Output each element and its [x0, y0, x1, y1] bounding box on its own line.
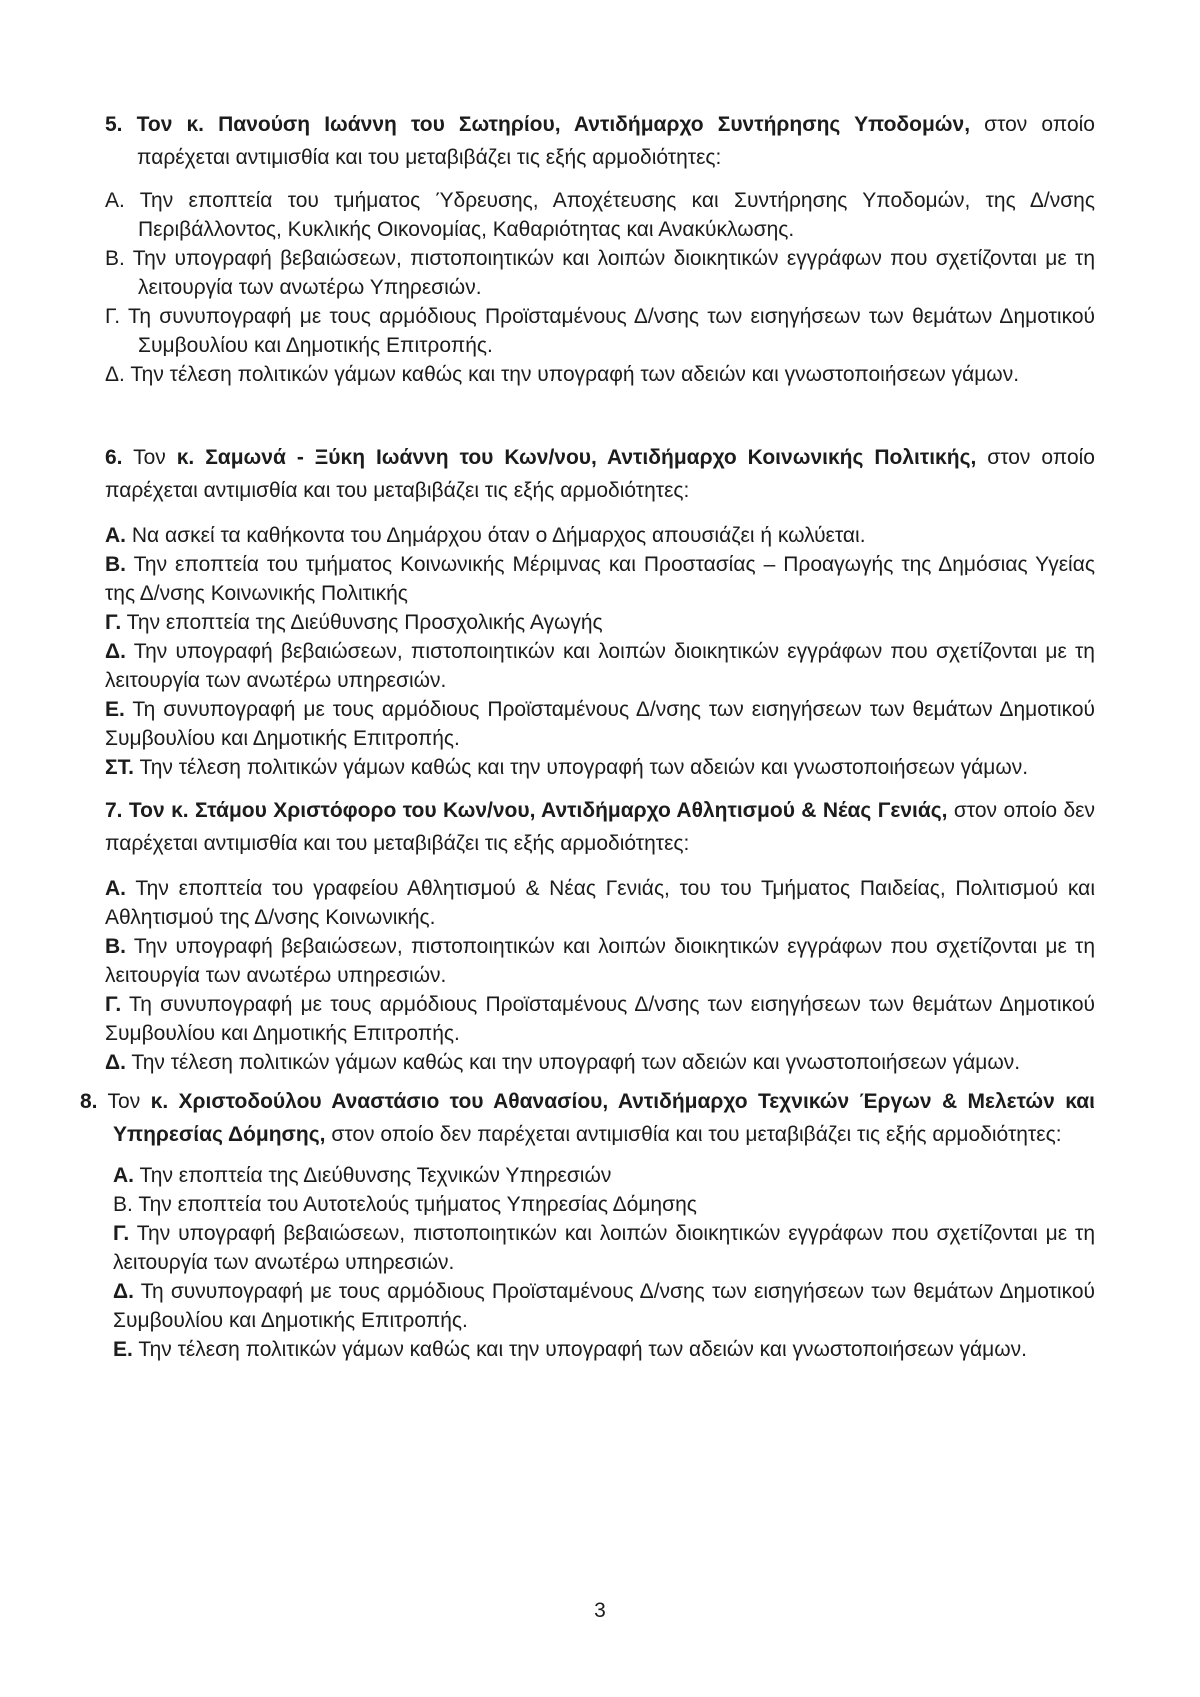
item-text: Την εποπτεία του Αυτοτελούς τμήματος Υπηρεσίας Δόμησης — [138, 1193, 697, 1216]
item-label: Ε. — [113, 1338, 133, 1361]
item-text: Την εποπτεία του τμήματος Ύδρευσης, Αποχέτευσης και Συντήρησης Υποδομών, της Δ/νσης Περιβάλλοντος, Κυκλικής Οικονομίας, Καθαριότητας και Ανακύκλωσης. — [138, 189, 1095, 241]
item-text: Να ασκεί τα καθήκοντα του Δημάρχου όταν ο Δήμαρχος απουσιάζει ή κωλύεται. — [131, 524, 866, 547]
item-label: Ε. — [105, 698, 125, 721]
item-label: Α. — [113, 1164, 134, 1187]
item-8-heading-regular: στον οποίο δεν παρέχεται αντιμισθία και του μεταβιβάζει τις εξής αρμοδιότητες: — [331, 1123, 1062, 1146]
competency-item — [105, 695, 1095, 753]
item-8-heading-bold: κ. Χριστοδούλου Αναστάσιο του Αθανασίου, Αντιδήμαρχο Τεχνικών Έργων & Μελετών και Υπηρεσίας Δόμησης, — [113, 1090, 1095, 1146]
item-text: Την εποπτεία της Διεύθυνσης Τεχνικών Υπηρεσιών — [139, 1164, 612, 1187]
item-text: Την εποπτεία του τμήματος Κοινωνικής Μέριμνας και Προστασίας – Προαγωγής της Δημόσιας Υγείας της Δ/νσης Κοινωνικής Πολιτικής — [105, 553, 1095, 605]
item-label: Δ. — [105, 363, 125, 386]
item-label: Α. — [105, 524, 126, 547]
item-label: ΣΤ. — [105, 756, 134, 779]
item-label: Δ. — [105, 640, 126, 663]
item-6-heading-bold: κ. Σαμωνά - Ξύκη Ιωάννη του Κων/νου, Αντιδήμαρχο Κοινωνικής Πολιτικής, — [176, 446, 977, 469]
item-7-heading-bold: 7. Τον κ. Στάμου Χριστόφορο του Κων/νου, Αντιδήμαρχο Αθλητισμού & Νέας Γενιάς, — [105, 799, 948, 822]
competency-item — [105, 1277, 1095, 1335]
item-text: Την τέλεση πολιτικών γάμων καθώς και την υπογραφή των αδειών και γνωστοποιήσεων γάμων. — [131, 1051, 1021, 1074]
item-text: Τη συνυπογραφή με τους αρμόδιους Προϊσταμένους Δ/νσης των εισηγήσεων των θεμάτων Δημοτικού Συμβουλίου και Δημοτικής Επιτροπής. — [128, 305, 1095, 357]
item-label: Β. — [105, 935, 126, 958]
item-text: Την υπογραφή βεβαιώσεων, πιστοποιητικών και λοιπών διοικητικών εγγράφων που σχετίζονται με τη λειτουργία των ανωτέρω υπηρεσιών. — [105, 640, 1095, 692]
item-text: Την τέλεση πολιτικών γάμων καθώς και την υπογραφή των αδειών και γνωστοποιήσεων γάμων. — [138, 1338, 1028, 1361]
item-6-number: 6. — [105, 446, 123, 469]
item-6-heading-mid: Τον — [133, 446, 166, 469]
item-label: Β. — [113, 1193, 133, 1216]
document-body — [80, 108, 1095, 1364]
competency-item — [105, 550, 1095, 608]
item-text: Τη συνυπογραφή με τους αρμόδιους Προϊσταμένους Δ/νσης των εισηγήσεων των θεμάτων Δημοτικού Συμβουλίου και Δημοτικής Επιτροπής. — [113, 1280, 1095, 1332]
item-7-heading-regular: στον οποίο δεν παρέχεται αντιμισθία και του μεταβιβάζει τις εξής αρμοδιότητες: — [105, 799, 1095, 855]
item-6-heading-regular: στον οποίο παρέχεται αντιμισθία και του μεταβιβάζει τις εξής αρμοδιότητες: — [105, 446, 1095, 502]
competency-item — [105, 1190, 1095, 1219]
decree-item-5 — [105, 108, 1095, 389]
item-8-heading — [80, 1085, 1095, 1151]
competency-item — [105, 990, 1095, 1048]
item-text: Τη συνυπογραφή με τους αρμόδιους Προϊσταμένους Δ/νσης των εισηγήσεων των θεμάτων Δημοτικού Συμβουλίου και Δημοτικής Επιτροπής. — [105, 698, 1095, 750]
item-text: Την εποπτεία του γραφείου Αθλητισμού & Νέας Γενιάς, του του Τμήματος Παιδείας, Πολιτισμού και Αθλητισμού της Δ/νσης Κοινωνικής. — [105, 877, 1095, 929]
item-label: Γ. — [113, 1222, 130, 1245]
competency-item — [105, 360, 1095, 389]
decree-item-7 — [105, 794, 1095, 1077]
item-label: Α. — [105, 877, 126, 900]
item-6-heading — [105, 441, 1095, 507]
item-5-heading — [105, 108, 1095, 174]
item-label: Δ. — [113, 1280, 134, 1303]
page-number: 3 — [594, 1599, 606, 1622]
item-5-heading-bold: 5. Τον κ. Πανούση Ιωάννη του Σωτηρίου, Αντιδήμαρχο Συντήρησης Υποδομών, — [105, 113, 971, 136]
decree-item-6 — [105, 441, 1095, 782]
competency-item — [105, 608, 1095, 637]
item-label: Γ. — [105, 305, 121, 328]
item-7-heading — [105, 794, 1095, 860]
item-text: Την υπογραφή βεβαιώσεων, πιστοποιητικών και λοιπών διοικητικών εγγράφων που σχετίζονται με τη λειτουργία των ανωτέρω υπηρεσιών. — [113, 1222, 1095, 1274]
item-5-heading-regular: στον οποίο παρέχεται αντιμισθία και του μεταβιβάζει τις εξής αρμοδιότητες: — [137, 113, 1095, 169]
competency-item — [105, 302, 1095, 360]
item-label: Γ. — [105, 993, 122, 1016]
competency-item — [105, 753, 1095, 782]
item-text: Την υπογραφή βεβαιώσεων, πιστοποιητικών και λοιπών διοικητικών εγγράφων που σχετίζονται με τη λειτουργία των ανωτέρω Υπηρεσιών. — [132, 247, 1095, 299]
competency-item — [105, 1161, 1095, 1190]
item-label: Β. — [105, 247, 125, 270]
item-8-number: 8. — [80, 1090, 98, 1113]
competency-item — [105, 874, 1095, 932]
item-label: Β. — [105, 553, 126, 576]
competency-item — [105, 637, 1095, 695]
item-text: Την εποπτεία της Διεύθυνσης Προσχολικής Αγωγής — [126, 611, 603, 634]
item-label: Γ. — [105, 611, 122, 634]
competency-item — [105, 521, 1095, 550]
item-8-heading-mid: Τον — [107, 1090, 141, 1113]
item-label: Α. — [105, 189, 125, 212]
competency-item — [105, 244, 1095, 302]
competency-item — [105, 186, 1095, 244]
decree-item-8 — [80, 1085, 1095, 1364]
item-text: Τη συνυπογραφή με τους αρμόδιους Προϊσταμένους Δ/νσης των εισηγήσεων των θεμάτων Δημοτικού Συμβουλίου και Δημοτικής Επιτροπής. — [105, 993, 1095, 1045]
competency-item — [105, 1048, 1095, 1077]
competency-item — [105, 932, 1095, 990]
item-label: Δ. — [105, 1051, 126, 1074]
item-text: Την υπογραφή βεβαιώσεων, πιστοποιητικών και λοιπών διοικητικών εγγράφων που σχετίζονται με τη λειτουργία των ανωτέρω υπηρεσιών. — [105, 935, 1095, 987]
item-text: Την τέλεση πολιτικών γάμων καθώς και την υπογραφή των αδειών και γνωστοποιήσεων γάμων. — [130, 363, 1020, 386]
competency-item — [105, 1219, 1095, 1277]
page-footer — [0, 1596, 1200, 1625]
competency-item — [105, 1335, 1095, 1364]
item-text: Την τέλεση πολιτικών γάμων καθώς και την υπογραφή των αδειών και γνωστοποιήσεων γάμων. — [139, 756, 1029, 779]
